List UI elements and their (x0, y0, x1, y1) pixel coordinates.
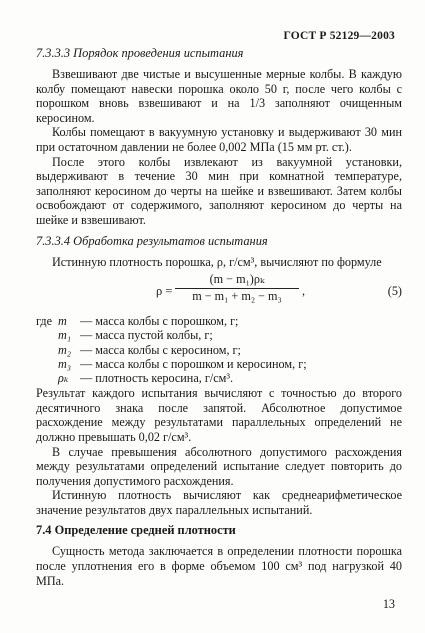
section-heading-7334: 7.3.3.4 Обработка результатов испытания (36, 233, 268, 248)
formula-lhs: ρ = (156, 284, 173, 299)
formula-legend (36, 314, 402, 385)
section-heading-74: 7.4 Определение средней плотности (36, 523, 236, 538)
formula-comma: , (302, 284, 306, 299)
legend-symbol: m₂ (58, 342, 72, 357)
paragraph-weighing: Взвешивают две чистые и высушенные мерные колбы. В каждую колбу помещают навески порошка около 50 г, после чего колбы с порошком вновь взвешивают и на 1/3 заполняют очищенным керосином. (36, 67, 402, 125)
formula-numerator: (m − m₁)ρₖ (209, 272, 265, 287)
standard-header: ГОСТ Р 52129—2003 (283, 30, 395, 42)
legend-prefix (36, 357, 58, 371)
formula-number: (5) (387, 284, 402, 299)
paragraph-average: Истинную плотность вычисляют как среднеарифметическое значение результатов двух параллельных испытаний. (36, 488, 402, 517)
paragraph-repeat: В случае превышения абсолютного допустимого расхождения между результатами определений испытание следует повторить до получения допустимого расхождения. (36, 444, 402, 488)
legend-row (36, 328, 402, 342)
legend-text: — плотность керосина, г/см³. (80, 370, 234, 385)
legend-prefix (36, 371, 58, 385)
legend-symbol: m₃ (58, 356, 72, 371)
legend-text: — масса колбы с порошком и керосином, г; (80, 356, 307, 371)
page-body (36, 46, 402, 588)
section-heading-7333: 7.3.3.3 Порядок проведения испытания (36, 46, 244, 60)
legend-symbol: ρₖ (58, 370, 69, 385)
legend-symbol: m (58, 314, 67, 329)
paragraph-vacuum: Колбы помещают в вакуумную установку и выдерживают 30 мин при остаточном давлении не более 0,002 МПа (15 мм рт. ст.). (36, 125, 402, 154)
legend-row (36, 357, 402, 371)
legend-text: — масса колбы с керосином, г; (80, 342, 241, 357)
paragraph-precision: Результат каждого испытания вычисляют с точностью до второго десятичного знака после запятой. Абсолютное допустимое расхождение между результатами параллельных определений не должно превышать 0,02 г/см³. (36, 386, 402, 444)
legend-row (36, 343, 402, 357)
formula-fraction (174, 272, 300, 304)
legend-text: — масса колбы с порошком, г; (80, 314, 239, 329)
legend-text: — масса пустой колбы, г; (80, 328, 213, 343)
formula-denominator: m − m₁ + m₂ − m₃ (192, 289, 282, 304)
legend-prefix (36, 328, 58, 342)
legend-prefix: где (36, 314, 53, 329)
legend-row (36, 314, 402, 328)
page-number: 13 (382, 597, 395, 611)
paragraph-kerosene-fill: После этого колбы извлекают из вакуумной установки, выдерживают в течение 30 мин при комнатной температуре, заполняют керосином до черты на шейке и взвешивают. Затем колбы освобождают от содержимого, заполняют керосином до черты на шейке и взвешивают. (36, 154, 402, 227)
paragraph-bulk-density: Сущность метода заключается в определении плотности порошка после уплотнения его в форме объемом 100 см³ под нагрузкой 40 МПа. (36, 544, 402, 588)
density-formula (36, 272, 402, 310)
legend-symbol: m₁ (58, 328, 72, 343)
paragraph-density-intro: Истинную плотность порошка, ρ, г/см³, вычисляют по формуле (52, 254, 382, 269)
legend-prefix (36, 343, 58, 357)
legend-row (36, 371, 402, 385)
